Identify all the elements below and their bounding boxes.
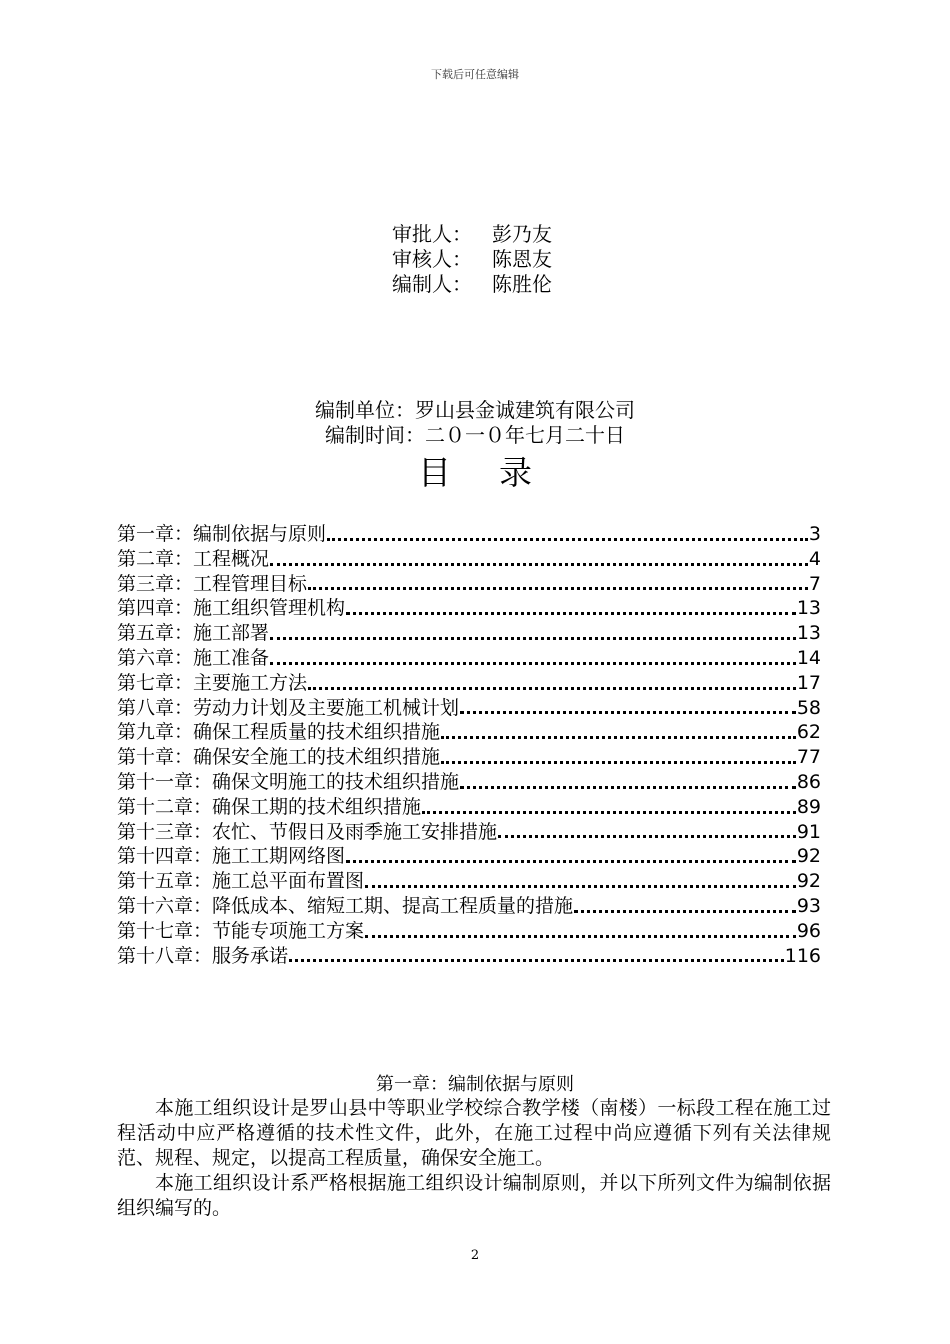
toc-leader-dots: [365, 932, 796, 938]
toc-entry-label: 第十五章：施工总平面布置图: [117, 870, 365, 893]
toc-entry-page: 93: [796, 894, 821, 917]
toc-entry-label: 第九章：确保工程质量的技术组织措施: [117, 721, 441, 744]
toc-entry-page: 62: [796, 721, 821, 744]
toc-leader-dots: [308, 684, 796, 690]
toc-entry-label: 第四章：施工组织管理机构: [117, 597, 346, 620]
toc-entry-label: 第十六章：降低成本、缩短工期、提高工程质量的措施: [117, 894, 574, 917]
toc-entry-label: 第一章：编制依据与原则: [117, 523, 327, 545]
toc-leader-dots: [574, 907, 796, 913]
toc-entry[interactable]: [117, 720, 821, 745]
toc-entry-page: 116: [784, 944, 821, 967]
toc-leader-dots: [498, 832, 796, 838]
toc-entry[interactable]: [117, 745, 821, 770]
compile-date: 编制时间：二０一０年七月二十日: [325, 423, 625, 447]
toc-leader-dots: [460, 783, 796, 789]
toc-entry-page: 77: [796, 746, 821, 769]
toc-entry-label: 第六章：施工准备: [117, 646, 270, 669]
toc-leader-dots: [460, 708, 796, 714]
toc-entry-page: 4: [808, 547, 821, 570]
toc-entry-label: 第十一章：确保文明施工的技术组织措施: [117, 770, 460, 793]
toc-leader-dots: [270, 659, 796, 665]
approver-name: 彭乃友: [492, 222, 552, 246]
toc-entry-page: 92: [796, 845, 821, 868]
toc-entry[interactable]: [117, 621, 821, 646]
toc-entry[interactable]: [117, 671, 821, 696]
toc-leader-dots: [270, 560, 808, 566]
toc-entry[interactable]: [117, 696, 821, 721]
toc-leader-dots: [289, 956, 784, 962]
compile-info: [0, 398, 950, 448]
toc-entry-label: 第十二章：确保工期的技术组织措施: [117, 795, 422, 818]
toc-entry-page: 89: [796, 795, 821, 818]
toc-entry-page: 14: [796, 646, 821, 669]
toc-entry[interactable]: [117, 646, 821, 671]
reviewer-row: [392, 247, 552, 272]
toc-entry-label: 第十章：确保安全施工的技术组织措施: [117, 746, 441, 769]
toc-entry-label: 第八章：劳动力计划及主要施工机械计划: [117, 696, 460, 719]
approval-block: [392, 222, 552, 297]
toc-leader-dots: [270, 634, 796, 640]
toc-entry[interactable]: [117, 522, 821, 547]
toc-leader-dots: [346, 857, 796, 863]
toc-entry-page: 96: [796, 919, 821, 942]
toc-entry-page: 13: [796, 597, 821, 620]
toc-leader-dots: [308, 584, 808, 590]
toc-entry[interactable]: [117, 844, 821, 869]
toc-leader-dots: [441, 758, 796, 764]
toc-entry[interactable]: [117, 944, 821, 969]
toc-leader-dots: [441, 733, 796, 739]
toc-leader-dots: [346, 609, 796, 615]
paragraph: 本施工组织设计系严格根据施工组织设计编制原则，并以下所列文件为编制依据组织编写的。: [117, 1172, 831, 1219]
toc-leader-dots: [422, 808, 796, 814]
approver-row: [392, 222, 552, 247]
toc-entry-page: 7: [808, 572, 821, 595]
toc-entry-label: 第三章：工程管理目标: [117, 572, 308, 595]
chapter-body: [117, 1096, 831, 1221]
chapter-heading: 第一章：编制依据与原则: [376, 1074, 574, 1095]
toc-entry[interactable]: [117, 894, 821, 919]
page-number: 2: [470, 1248, 480, 1263]
toc-entry[interactable]: [117, 820, 821, 845]
toc-entry-label: 第十七章：节能专项施工方案: [117, 919, 365, 942]
compiler-row: [392, 272, 552, 297]
toc-entry-label: 第二章：工程概况: [117, 547, 270, 570]
toc-entry-page: 3: [808, 523, 821, 545]
toc-title: 目录: [418, 453, 580, 492]
reviewer-name: 陈恩友: [492, 247, 552, 271]
table-of-contents: [117, 522, 821, 968]
toc-entry[interactable]: [117, 795, 821, 820]
toc-entry[interactable]: [117, 596, 821, 621]
toc-entry-label: 第十三章：农忙、节假日及雨季施工安排措施: [117, 820, 498, 843]
toc-entry[interactable]: [117, 572, 821, 597]
toc-entry[interactable]: [117, 770, 821, 795]
toc-entry-page: 17: [796, 671, 821, 694]
paragraph: 本施工组织设计是罗山县中等职业学校综合教学楼（南楼）一标段工程在施工过程活动中应严格遵循的技术性文件，此外，在施工过程中尚应遵循下列有关法律规范、规程、规定，以提高工程质量，确保安全施工。: [117, 1097, 831, 1169]
toc-leader-dots: [327, 535, 808, 541]
reviewer-label: 审核人：: [392, 247, 472, 271]
toc-entry-page: 91: [796, 820, 821, 843]
toc-entry[interactable]: [117, 869, 821, 894]
toc-entry-label: 第五章：施工部署: [117, 622, 270, 645]
toc-entry-page: 86: [796, 770, 821, 793]
approver-label: 审批人：: [392, 222, 472, 246]
toc-entry-page: 13: [796, 622, 821, 645]
toc-leader-dots: [365, 882, 796, 888]
compiler-label: 编制人：: [392, 272, 472, 296]
toc-entry[interactable]: [117, 547, 821, 572]
toc-entry-label: 第十八章：服务承诺: [117, 944, 289, 967]
compile-unit: 编制单位：罗山县金诚建筑有限公司: [315, 398, 635, 422]
page-header-note: 下载后可任意编辑: [431, 68, 519, 81]
toc-entry-label: 第七章：主要施工方法: [117, 671, 308, 694]
toc-entry-label: 第十四章：施工工期网络图: [117, 845, 346, 868]
toc-entry-page: 58: [796, 696, 821, 719]
toc-entry[interactable]: [117, 919, 821, 944]
compiler-name: 陈胜伦: [492, 272, 552, 296]
toc-entry-page: 92: [796, 870, 821, 893]
